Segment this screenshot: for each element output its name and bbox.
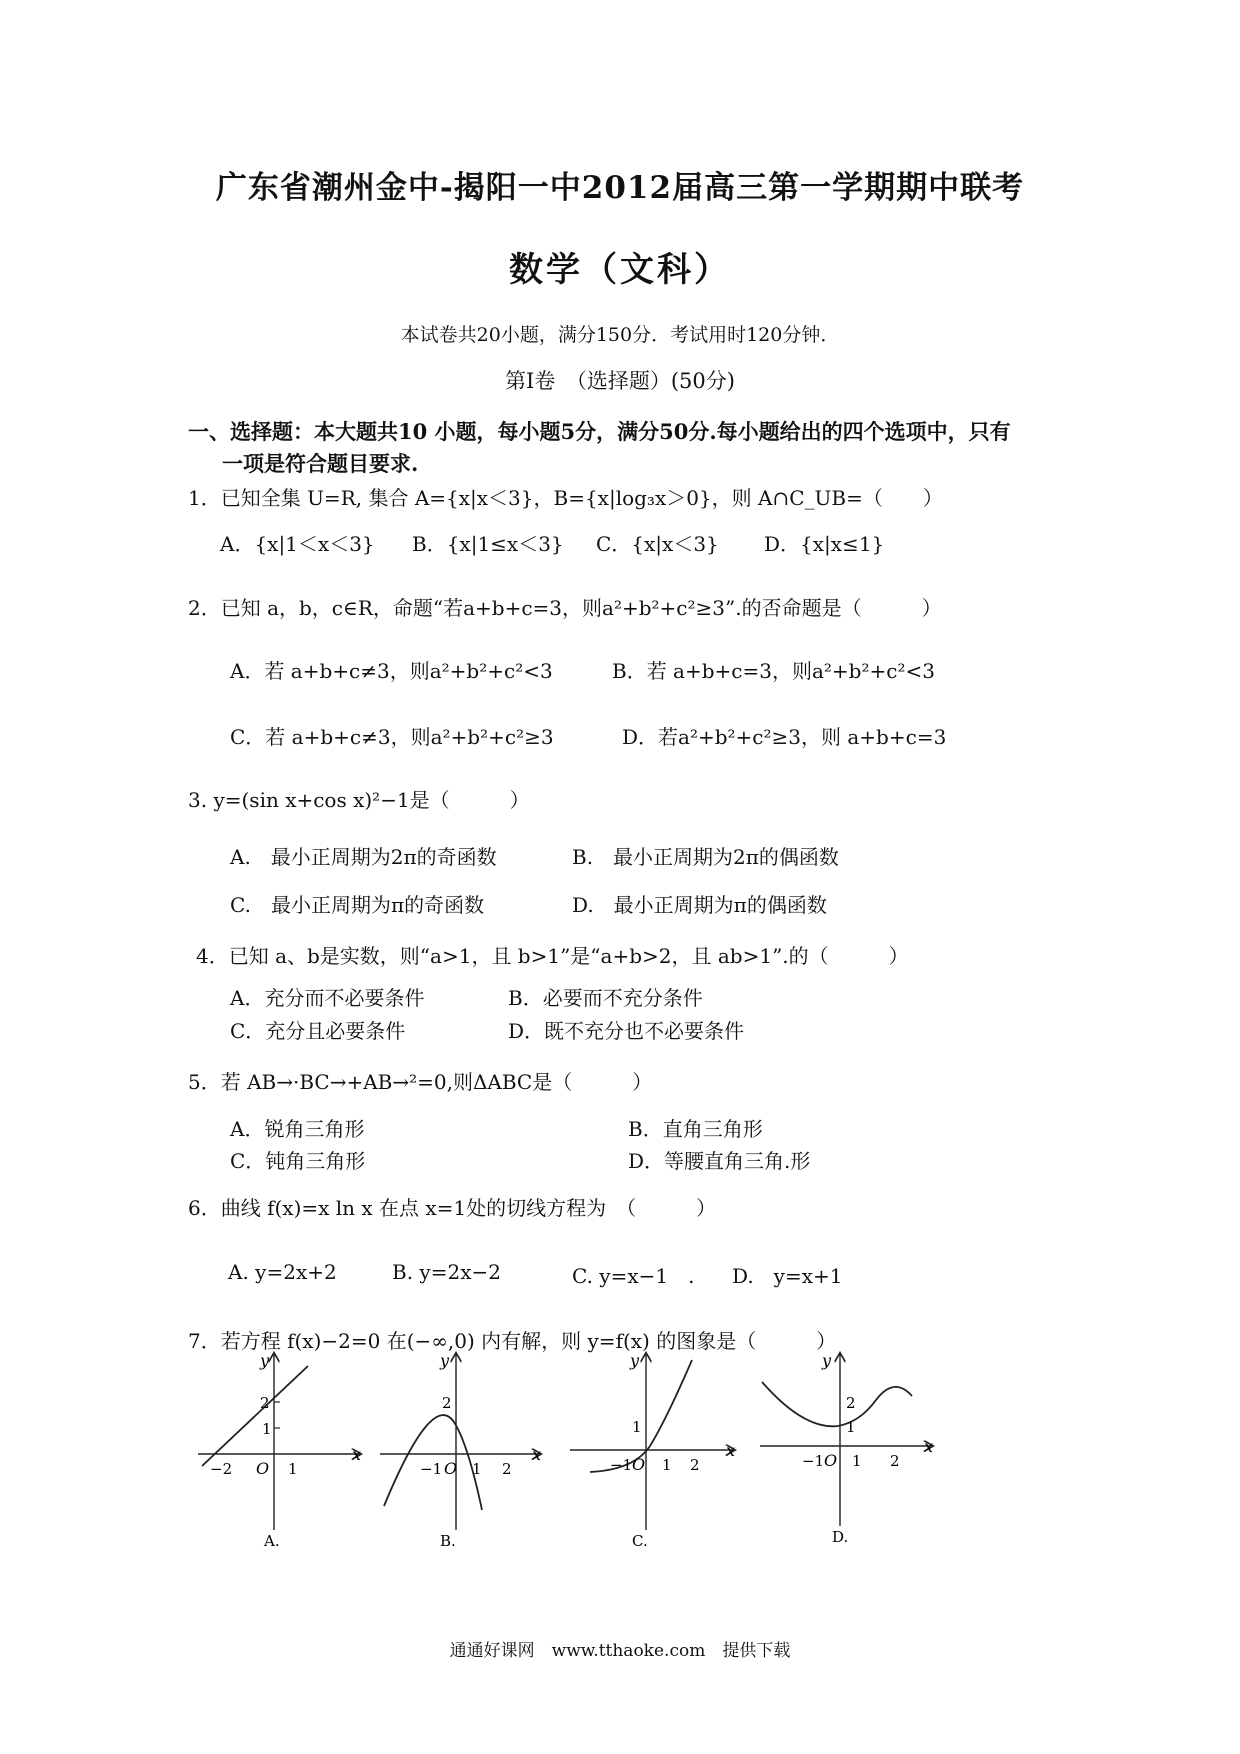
graph-c [570, 1351, 735, 1550]
section-heading-cont: 一项是符合题目要求. [222, 451, 419, 476]
graph-d-origin: O [824, 1451, 838, 1470]
question-4-stem: 4．已知 a、b是实数，则“a>1，且 b>1”是“a+b>2，且 ab>1”.的（ ） [196, 944, 909, 968]
graph-a-tick-y1: 1 [262, 1420, 272, 1438]
q5-option-a: A．锐角三角形 [230, 1117, 365, 1141]
graph-d-tick-y1: 1 [846, 1418, 856, 1436]
graph-a-label: A. [264, 1532, 280, 1550]
section-heading: 一、选择题：本大题共10 小题，每小题5分，满分50分.每小题给出的四个选项中，只有 [188, 419, 1011, 444]
q4-option-b: B．必要而不充分条件 [508, 986, 703, 1010]
document-subtitle: 数学（文科） [509, 250, 731, 290]
q1-option-b: B．{x|1≤x＜3} [412, 532, 564, 556]
q1-option-a: A．{x|1＜x＜3} [220, 532, 375, 556]
q6-option-d: D. y=x+1 [732, 1264, 843, 1288]
graph-b-y-label: y [440, 1351, 450, 1370]
graph-b-origin: O [444, 1459, 458, 1478]
graph-c-label: C. [632, 1532, 648, 1550]
graph-c-tick-x2: 2 [690, 1456, 700, 1474]
graph-c-origin: O [632, 1455, 646, 1474]
graph-b-label: B. [440, 1532, 456, 1550]
q3-option-a: A. 最小正周期为2π的奇函数 [230, 845, 497, 869]
document-title: 广东省潮州金中-揭阳一中2012届高三第一学期期中联考 [215, 170, 1025, 206]
graph-b-tick-x2: 2 [502, 1460, 512, 1478]
question-6-stem: 6．曲线 f(x)=x ln x 在点 x=1处的切线方程为 （ ） [188, 1196, 717, 1220]
q4-option-d: D．既不充分也不必要条件 [508, 1019, 745, 1043]
graph-a-origin: O [256, 1459, 270, 1478]
question-2-stem: 2．已知 a，b，c∈R，命题“若a+b+c=3，则a²+b²+c²≥3”.的否命题是（ ） [188, 596, 942, 620]
graph-a-tick-y2: 2 [260, 1394, 270, 1412]
graph-d-x-label: x [924, 1437, 934, 1456]
graph-a-tick-x1: 1 [288, 1460, 298, 1478]
graph-d [760, 1351, 933, 1546]
graph-b [380, 1351, 541, 1550]
q5-option-c: C．钝角三角形 [230, 1149, 366, 1173]
q6-option-b: B. y=2x−2 [392, 1260, 501, 1284]
graph-b-tick-x1: 1 [472, 1460, 482, 1478]
part-heading: 第Ⅰ卷 （选择题）(50分) [505, 369, 735, 393]
graph-a-y-label: y [260, 1351, 270, 1370]
q1-option-c: C．{x|x＜3} [596, 532, 719, 556]
q6-option-a: A. y=2x+2 [228, 1260, 337, 1284]
q5-option-d: D．等腰直角三角.形 [628, 1149, 811, 1173]
q3-option-d: D. 最小正周期为π的偶函数 [572, 893, 827, 917]
q4-option-c: C．充分且必要条件 [230, 1019, 406, 1043]
graph-b-tick-y2: 2 [442, 1394, 452, 1412]
graph-a-tick-neg2: −2 [210, 1460, 233, 1478]
q2-option-a: A．若 a+b+c≠3，则a²+b²+c²<3 [230, 659, 553, 683]
graph-a-x-label: x [352, 1445, 362, 1464]
q7-graphs [190, 1350, 950, 1550]
graph-c-y-label: y [630, 1351, 640, 1370]
page-footer: 通通好课网 www.tthaoke.com 提供下载 [449, 1641, 791, 1661]
graph-d-tick-x1: 1 [852, 1452, 862, 1470]
graph-c-tick-neg1: −1 [610, 1456, 633, 1474]
q2-option-c: C．若 a+b+c≠3，则a²+b²+c²≥3 [230, 725, 554, 749]
graph-c-tick-y1: 1 [632, 1418, 642, 1436]
graph-c-x-label: x [726, 1441, 736, 1460]
q1-option-d: D．{x|x≤1} [764, 532, 885, 556]
q3-option-b: B. 最小正周期为2π的偶函数 [572, 845, 839, 869]
graph-c-tick-x1: 1 [662, 1456, 672, 1474]
graph-b-tick-neg1: −1 [420, 1460, 443, 1478]
q5-option-b: B．直角三角形 [628, 1117, 763, 1141]
q6-option-c: C. y=x−1 . [572, 1264, 695, 1288]
graph-d-tick-y2: 2 [846, 1394, 856, 1412]
graph-d-tick-neg1: −1 [802, 1452, 825, 1470]
exam-intro: 本试卷共20小题，满分150分．考试用时120分钟． [400, 324, 840, 346]
graph-d-label: D. [832, 1528, 849, 1546]
q4-option-a: A．充分而不必要条件 [230, 986, 425, 1010]
q2-option-b: B．若 a+b+c=3，则a²+b²+c²<3 [612, 659, 935, 683]
q2-option-d: D．若a²+b²+c²≥3，则 a+b+c=3 [622, 725, 947, 749]
graph-a [198, 1351, 361, 1550]
question-1-stem: 1．已知全集 U=R, 集合 A={x|x＜3}，B={x|log₃x＞0}，则 A∩C_UB=（ ） [188, 486, 943, 510]
question-7-stem: 7．若方程 f(x)−2=0 在(−∞,0) 内有解，则 y=f(x) 的图象是（ ） [188, 1329, 837, 1353]
question-5-stem: 5．若 AB→·BC→+AB→²=0,则ΔABC是（ ） [188, 1070, 653, 1094]
graph-d-tick-x2: 2 [890, 1452, 900, 1470]
q3-option-c: C. 最小正周期为π的奇函数 [230, 893, 485, 917]
graph-d-y-label: y [822, 1351, 832, 1370]
graph-b-x-label: x [532, 1445, 542, 1464]
question-3-stem: 3. y=(sin x+cos x)²−1是（ ） [188, 788, 530, 812]
